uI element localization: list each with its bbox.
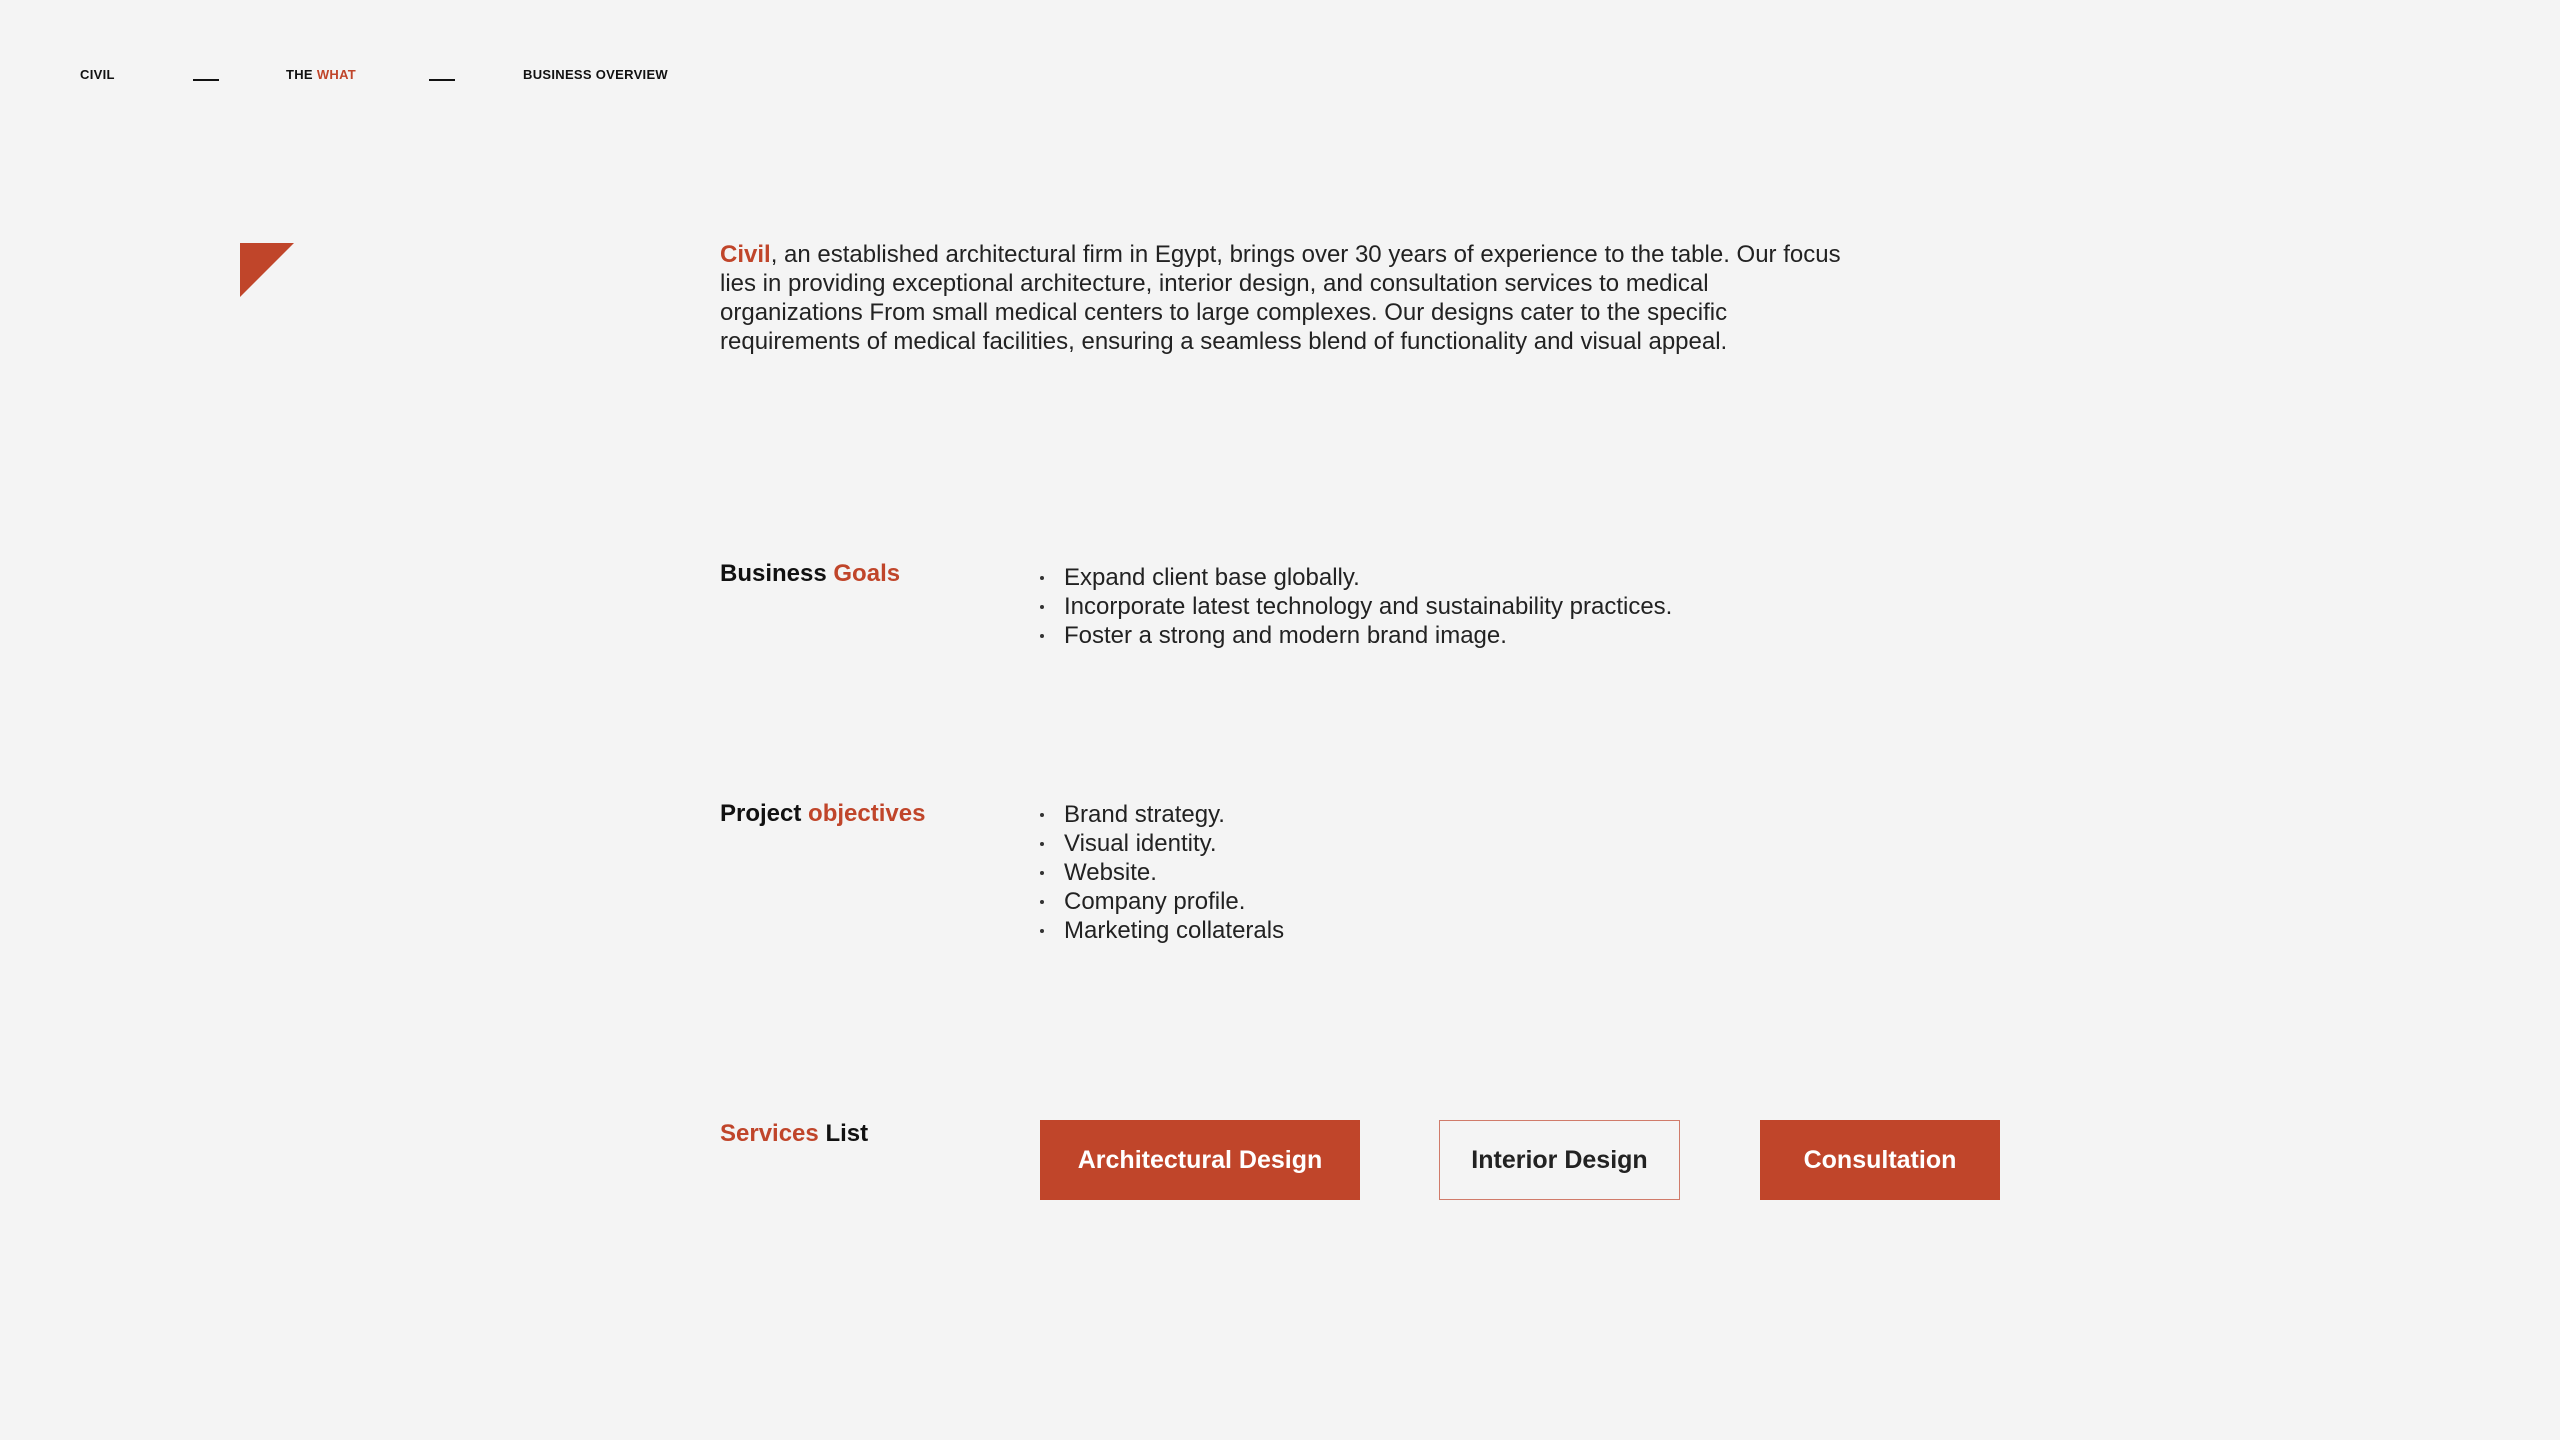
list-item: Website. [1040, 858, 1284, 887]
services-label-accent: Services [720, 1120, 819, 1147]
intro-brand: Civil [720, 241, 771, 268]
project-objectives-heading [720, 800, 925, 828]
intro-text: , an established architectural firm in Egypt, brings over 30 years of experience to the table. Our focus lies in providing exceptional architecture, interior design, and consultation services to medical organizations From small medical centers to large complexes. Our designs cater to the specific requirements of medical facilities, ensuring a seamless blend of functionality and visual appeal. [720, 241, 1841, 355]
consultation-button[interactable]: Consultation [1760, 1120, 2000, 1200]
business-goals-list [1040, 563, 1672, 650]
nav-brand[interactable]: CIVIL [80, 67, 115, 82]
objectives-label-accent: objectives [808, 800, 926, 827]
nav-the-what[interactable] [286, 68, 356, 82]
goals-label-plain: Business [720, 560, 827, 587]
business-goals-heading [720, 560, 900, 588]
interior-design-button[interactable]: Interior Design [1439, 1120, 1680, 1200]
project-objectives-list [1040, 800, 1284, 945]
services-label-plain: List [825, 1120, 869, 1147]
intro-paragraph [720, 240, 1845, 356]
triangle-logo-icon [240, 243, 294, 297]
list-item: Foster a strong and modern brand image. [1040, 621, 1672, 650]
list-item: Company profile. [1040, 887, 1284, 916]
services-list-heading [720, 1120, 868, 1148]
nav-the-accent: WHAT [316, 67, 357, 82]
list-item: Expand client base globally. [1040, 563, 1672, 592]
nav-the-prefix: THE [286, 67, 313, 82]
goals-label-accent: Goals [833, 560, 901, 587]
list-item: Visual identity. [1040, 829, 1284, 858]
nav-separator [429, 79, 455, 81]
nav-business-overview[interactable]: BUSINESS OVERVIEW [523, 67, 669, 82]
objectives-label-plain: Project [720, 800, 802, 827]
list-item: Marketing collaterals [1040, 916, 1284, 945]
list-item: Incorporate latest technology and sustainability practices. [1040, 592, 1672, 621]
nav-separator [193, 79, 219, 81]
architectural-design-button[interactable]: Architectural Design [1040, 1120, 1360, 1200]
list-item: Brand strategy. [1040, 800, 1284, 829]
